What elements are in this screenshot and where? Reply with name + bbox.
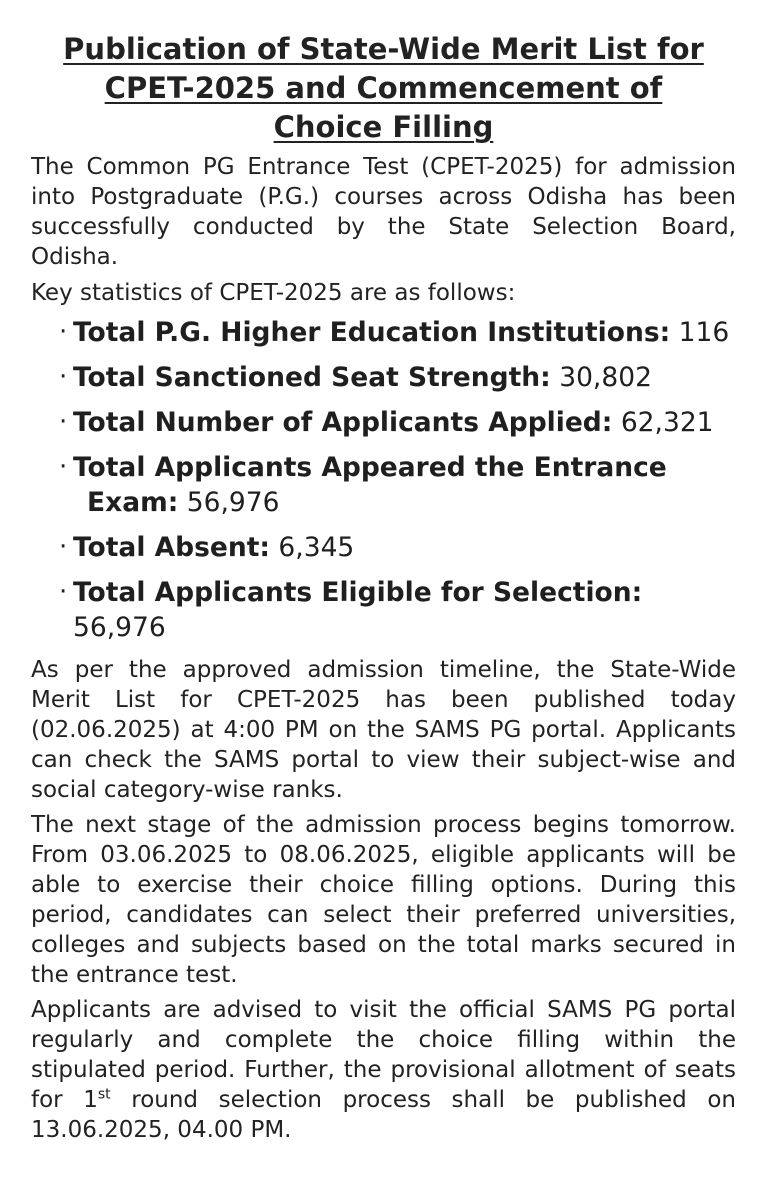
title-line-1: Publication of State-Wide Merit List for [63,32,704,66]
stat-value: 56,976 [186,487,280,518]
stat-label-cont: Exam: [87,487,179,518]
advice-paragraph [31,995,736,1145]
stat-item-institutions [31,315,736,350]
bullet-icon: · [59,577,68,607]
title-line-3: Choice Filling [273,110,494,144]
stat-item-appeared [31,450,736,520]
stat-label-continued [73,485,736,520]
stat-item-seats [31,360,736,395]
stat-item-eligible [31,575,736,645]
merit-list-paragraph: As per the approved admission timeline, the State-Wide Merit List for CPET-2025 has been published today (02.06.2025) at 4:00 PM on the SAMS PG portal. Applicants can check the SAMS portal to view their subject-wise and social category-wise ranks. [31,657,736,803]
stat-label: Total Applicants Eligible for Selection: [73,577,643,608]
title-line-2: CPET-2025 and Commencement of [104,71,663,105]
stat-label: Total Sanctioned Seat Strength: [73,362,551,393]
bullet-icon: · [59,317,68,347]
stats-list [31,315,736,645]
ordinal-suffix: st [97,1086,111,1103]
bullet-icon: · [59,407,68,437]
stat-label: Total Absent: [73,532,270,563]
stat-label: Total Applicants Appeared the Entrance [73,452,667,483]
page-title [31,30,736,147]
stat-value: 30,802 [559,362,652,393]
advice-text-after: round selection process shall be published on 13.06.2025, 04.00 PM. [31,1087,736,1143]
bullet-icon: · [59,362,68,392]
stat-value: 116 [678,317,730,348]
intro-paragraph: The Common PG Entrance Test (CPET-2025) for admission into Postgraduate (P.G.) courses across Odisha has been successfully conducted by the State Selection Board, Odisha. [31,154,736,270]
stat-label: Total Number of Applicants Applied: [73,407,613,438]
stats-intro: Key statistics of CPET-2025 are as follows: [31,280,516,306]
choice-filling-paragraph: The next stage of the admission process begins tomorrow. From 03.06.2025 to 08.06.2025, eligible applicants will be able to exercise their choice filling options. During this period, candidates can select their preferred universities, colleges and subjects based on the total marks secured in the entrance test. [31,812,736,988]
stat-value: 62,321 [620,407,714,438]
bullet-icon: · [59,532,68,562]
stat-item-applied [31,405,736,440]
stat-value: 56,976 [73,612,166,643]
bullet-icon: · [59,452,68,482]
stat-label: Total P.G. Higher Education Institutions: [73,317,671,348]
advice-text-before: Applicants are advised to visit the official SAMS PG portal regularly and complete the choice filling within the stipulated period. Further, the provisional allotment of seats for 1 [31,997,736,1113]
stat-value: 6,345 [278,532,355,563]
stat-item-absent [31,530,736,565]
